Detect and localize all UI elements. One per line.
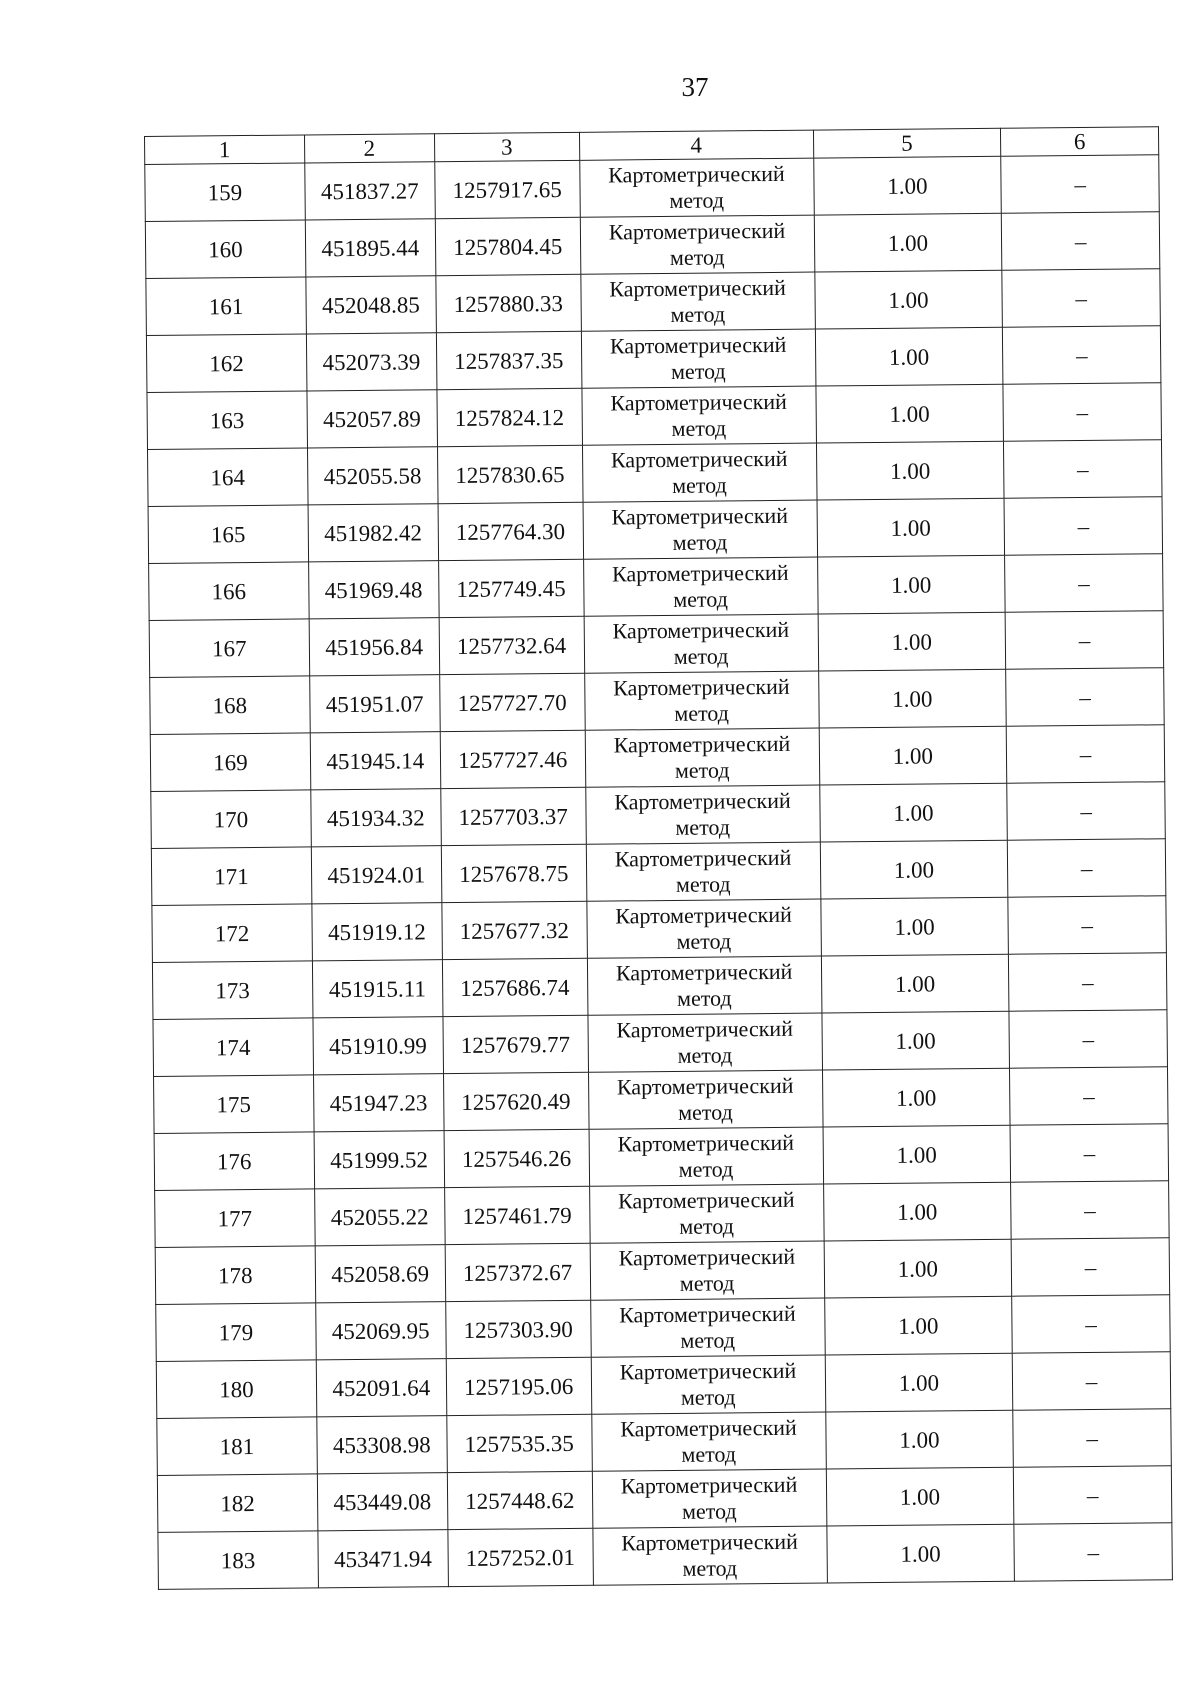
method-line-1: Картометрический — [608, 160, 785, 188]
x-coordinate-cell: 452055.22 — [314, 1188, 444, 1246]
note-cell: – — [1012, 1295, 1170, 1354]
point-number-cell: 180 — [156, 1360, 316, 1419]
y-coordinate-cell: 1257749.45 — [438, 559, 583, 617]
method-line-2: метод — [678, 1099, 733, 1125]
method-line-1: Картометрический — [615, 958, 793, 986]
accuracy-cell: 1.00 — [820, 840, 1008, 899]
note-cell: – — [1012, 1352, 1170, 1411]
method-line-2: метод — [673, 586, 728, 612]
method-line-1: Картометрический — [619, 1357, 797, 1385]
table-body — [145, 155, 1173, 1590]
table-row — [156, 1295, 1171, 1362]
method-line-1: Картометрический — [619, 1300, 796, 1328]
note-cell: – — [1006, 725, 1164, 784]
method-line-1: Картометрический — [616, 1015, 794, 1043]
method-cell — [585, 785, 819, 844]
x-coordinate-cell: 451919.12 — [312, 903, 442, 961]
method-line-2: метод — [675, 814, 731, 840]
accuracy-cell: 1.00 — [816, 441, 1004, 500]
x-coordinate-cell: 451895.44 — [305, 219, 435, 277]
method-line-1: Картометрический — [611, 502, 789, 530]
note-cell: – — [1003, 326, 1161, 385]
column-header: 6 — [1001, 127, 1159, 157]
table-row — [150, 725, 1165, 792]
method-cell — [591, 1355, 825, 1414]
accuracy-cell: 1.00 — [821, 1011, 1009, 1070]
method-line-1: Картометрический — [609, 331, 787, 359]
y-coordinate-cell: 1257837.35 — [436, 331, 581, 389]
method-line-1: Картометрический — [609, 274, 786, 302]
note-cell: – — [1010, 1124, 1168, 1183]
method-line-2: метод — [680, 1384, 736, 1410]
method-line-1: Картометрический — [608, 217, 786, 245]
method-line-2: метод — [671, 415, 727, 441]
note-cell: – — [1004, 440, 1162, 499]
method-line-2: метод — [682, 1555, 738, 1581]
y-coordinate-cell: 1257252.01 — [448, 1528, 593, 1586]
column-header: 2 — [304, 134, 434, 163]
point-number-cell: 165 — [148, 505, 308, 564]
y-coordinate-cell: 1257303.90 — [445, 1300, 590, 1358]
point-number-cell: 181 — [157, 1417, 317, 1476]
table-row — [147, 383, 1162, 450]
method-line-2: метод — [669, 244, 725, 270]
table-row — [158, 1523, 1173, 1590]
method-line-1: Картометрический — [618, 1243, 796, 1271]
method-cell — [583, 500, 817, 559]
x-coordinate-cell: 452055.58 — [307, 447, 437, 505]
method-line-2: метод — [672, 472, 727, 498]
point-number-cell: 166 — [149, 562, 309, 621]
method-cell — [582, 386, 816, 445]
method-line-2: метод — [680, 1327, 736, 1353]
point-number-cell: 159 — [145, 163, 305, 222]
method-cell — [593, 1526, 827, 1585]
point-number-cell: 167 — [149, 619, 309, 678]
method-cell — [584, 671, 818, 730]
method-line-2: метод — [673, 643, 729, 669]
method-line-1: Картометрический — [614, 787, 791, 815]
method-cell — [586, 899, 820, 958]
point-number-cell: 163 — [147, 391, 307, 450]
y-coordinate-cell: 1257703.37 — [440, 787, 585, 845]
point-number-cell: 179 — [156, 1303, 316, 1362]
accuracy-cell: 1.00 — [813, 156, 1001, 215]
x-coordinate-cell: 453449.08 — [317, 1473, 447, 1531]
point-number-cell: 169 — [150, 733, 310, 792]
point-number-cell: 182 — [157, 1474, 317, 1533]
x-coordinate-cell: 451951.07 — [309, 675, 439, 733]
x-coordinate-cell: 452073.39 — [306, 333, 436, 391]
accuracy-cell: 1.00 — [819, 726, 1007, 785]
point-number-cell: 175 — [154, 1075, 314, 1134]
accuracy-cell: 1.00 — [818, 612, 1006, 671]
y-coordinate-cell: 1257917.65 — [434, 160, 579, 218]
table-row — [157, 1466, 1172, 1533]
x-coordinate-cell: 452058.69 — [315, 1245, 445, 1303]
accuracy-cell: 1.00 — [815, 384, 1003, 443]
method-cell — [581, 329, 815, 388]
table-row — [146, 269, 1161, 336]
x-coordinate-cell: 451837.27 — [305, 162, 435, 220]
method-line-2: метод — [674, 700, 730, 726]
method-line-1: Картометрический — [616, 1072, 794, 1100]
method-line-2: метод — [670, 301, 726, 327]
column-header: 1 — [145, 135, 305, 165]
method-line-1: Картометрический — [613, 673, 790, 701]
accuracy-cell: 1.00 — [825, 1353, 1013, 1412]
x-coordinate-cell: 451982.42 — [308, 504, 438, 562]
accuracy-cell: 1.00 — [826, 1467, 1014, 1526]
method-line-2: метод — [669, 187, 725, 213]
accuracy-cell: 1.00 — [814, 270, 1002, 329]
method-cell — [589, 1127, 823, 1186]
accuracy-cell: 1.00 — [822, 1068, 1010, 1127]
method-line-2: метод — [679, 1270, 735, 1296]
y-coordinate-cell: 1257679.77 — [443, 1015, 588, 1073]
table-row — [152, 896, 1167, 963]
table-row — [154, 1067, 1169, 1134]
method-cell — [588, 1013, 822, 1072]
y-coordinate-cell: 1257195.06 — [446, 1357, 591, 1415]
point-number-cell: 183 — [158, 1531, 318, 1590]
note-cell: – — [1002, 269, 1160, 328]
point-number-cell: 176 — [154, 1132, 314, 1191]
y-coordinate-cell: 1257830.65 — [437, 445, 582, 503]
y-coordinate-cell: 1257372.67 — [445, 1243, 590, 1301]
accuracy-cell: 1.00 — [820, 897, 1008, 956]
point-number-cell: 171 — [151, 847, 311, 906]
method-cell — [580, 272, 814, 331]
y-coordinate-cell: 1257727.46 — [440, 730, 585, 788]
x-coordinate-cell: 451956.84 — [309, 618, 439, 676]
point-number-cell: 178 — [155, 1246, 315, 1305]
method-cell — [583, 557, 817, 616]
column-header: 5 — [813, 128, 1001, 158]
x-coordinate-cell: 451910.99 — [313, 1017, 443, 1075]
accuracy-cell: 1.00 — [824, 1239, 1012, 1298]
table-row — [146, 326, 1161, 393]
method-cell — [589, 1184, 823, 1243]
accuracy-cell: 1.00 — [825, 1410, 1013, 1469]
accuracy-cell: 1.00 — [817, 498, 1005, 557]
note-cell: – — [1014, 1466, 1172, 1525]
x-coordinate-cell: 453308.98 — [317, 1416, 447, 1474]
point-number-cell: 164 — [148, 448, 308, 507]
x-coordinate-cell: 452069.95 — [315, 1302, 445, 1360]
table-row — [151, 839, 1166, 906]
y-coordinate-cell: 1257880.33 — [436, 274, 581, 332]
method-line-1: Картометрический — [620, 1414, 797, 1442]
coordinates-table — [144, 126, 1173, 1590]
method-line-2: метод — [670, 358, 726, 384]
table-row — [157, 1409, 1172, 1476]
method-line-1: Картометрический — [614, 844, 792, 872]
method-cell — [590, 1241, 824, 1300]
y-coordinate-cell: 1257448.62 — [447, 1471, 592, 1529]
note-cell: – — [1010, 1067, 1168, 1126]
point-number-cell: 174 — [153, 1018, 313, 1077]
note-cell: – — [1006, 668, 1164, 727]
y-coordinate-cell: 1257686.74 — [442, 958, 587, 1016]
accuracy-cell: 1.00 — [817, 555, 1005, 614]
method-cell — [587, 956, 821, 1015]
method-line-2: метод — [677, 1042, 733, 1068]
x-coordinate-cell: 451945.14 — [310, 732, 440, 790]
table-row — [153, 1010, 1168, 1077]
y-coordinate-cell: 1257461.79 — [444, 1186, 589, 1244]
note-cell: – — [1009, 1010, 1167, 1069]
table-row — [150, 668, 1165, 735]
method-line-1: Картометрический — [617, 1186, 795, 1214]
point-number-cell: 177 — [155, 1189, 315, 1248]
method-line-2: метод — [679, 1213, 734, 1239]
method-line-2: метод — [675, 871, 731, 897]
note-cell: – — [1005, 611, 1163, 670]
table-row — [154, 1124, 1169, 1191]
x-coordinate-cell: 451934.32 — [311, 789, 441, 847]
method-cell — [590, 1298, 824, 1357]
note-cell: – — [1007, 782, 1165, 841]
x-coordinate-cell: 451924.01 — [311, 846, 441, 904]
y-coordinate-cell: 1257546.26 — [444, 1129, 589, 1187]
x-coordinate-cell: 451915.11 — [312, 960, 442, 1018]
x-coordinate-cell: 452057.89 — [307, 390, 437, 448]
note-cell: – — [1011, 1238, 1169, 1297]
x-coordinate-cell: 451999.52 — [314, 1131, 444, 1189]
table-row — [148, 440, 1163, 507]
note-cell: – — [1003, 383, 1161, 442]
note-cell: – — [1005, 554, 1163, 613]
method-line-1: Картометрический — [620, 1471, 798, 1499]
method-line-1: Картометрический — [611, 559, 789, 587]
y-coordinate-cell: 1257678.75 — [441, 844, 586, 902]
page-number: 37 — [681, 72, 709, 102]
method-line-2: метод — [676, 928, 732, 954]
y-coordinate-cell: 1257764.30 — [438, 502, 583, 560]
method-line-1: Картометрический — [617, 1129, 795, 1157]
x-coordinate-cell: 452048.85 — [306, 276, 436, 334]
method-line-2: метод — [676, 985, 732, 1011]
accuracy-cell: 1.00 — [826, 1524, 1014, 1583]
method-cell — [584, 614, 818, 673]
accuracy-cell: 1.00 — [819, 783, 1007, 842]
note-cell: – — [1001, 155, 1159, 214]
method-line-2: метод — [674, 757, 730, 783]
table-row — [149, 554, 1164, 621]
point-number-cell: 160 — [145, 220, 305, 279]
accuracy-cell: 1.00 — [823, 1182, 1011, 1241]
x-coordinate-cell: 453471.94 — [318, 1530, 448, 1588]
point-number-cell: 168 — [150, 676, 310, 735]
y-coordinate-cell: 1257535.35 — [447, 1414, 592, 1472]
column-header: 3 — [434, 132, 579, 161]
point-number-cell: 170 — [151, 790, 311, 849]
accuracy-cell: 1.00 — [821, 954, 1009, 1013]
y-coordinate-cell: 1257732.64 — [439, 616, 584, 674]
y-coordinate-cell: 1257620.49 — [443, 1072, 588, 1130]
method-cell — [579, 158, 813, 217]
accuracy-cell: 1.00 — [823, 1125, 1011, 1184]
method-cell — [580, 215, 814, 274]
method-line-1: Картометрический — [615, 901, 792, 929]
method-cell — [592, 1469, 826, 1528]
method-line-2: метод — [681, 1498, 737, 1524]
method-line-2: метод — [681, 1441, 737, 1467]
note-cell: – — [1014, 1523, 1172, 1582]
note-cell: – — [1002, 212, 1160, 271]
method-cell — [582, 443, 816, 502]
method-line-1: Картометрический — [612, 616, 790, 644]
table-row — [156, 1352, 1171, 1419]
method-line-1: Картометрический — [621, 1528, 798, 1556]
method-line-1: Картометрический — [613, 730, 791, 758]
y-coordinate-cell: 1257824.12 — [437, 388, 582, 446]
accuracy-cell: 1.00 — [824, 1296, 1012, 1355]
method-line-1: Картометрический — [610, 388, 788, 416]
x-coordinate-cell: 452091.64 — [316, 1359, 446, 1417]
point-number-cell: 161 — [146, 277, 306, 336]
table-row — [155, 1181, 1170, 1248]
method-cell — [588, 1070, 822, 1129]
point-number-cell: 162 — [146, 334, 306, 393]
point-number-cell: 172 — [152, 904, 312, 963]
method-cell — [591, 1412, 825, 1471]
note-cell: – — [1013, 1409, 1171, 1468]
point-number-cell: 173 — [152, 961, 312, 1020]
method-line-1: Картометрический — [610, 445, 788, 473]
table-row — [149, 611, 1164, 678]
table-row — [148, 497, 1163, 564]
table-row — [145, 212, 1160, 279]
note-cell: – — [1004, 497, 1162, 556]
method-line-2: метод — [678, 1156, 734, 1182]
table-row — [155, 1238, 1170, 1305]
note-cell: – — [1008, 896, 1166, 955]
note-cell: – — [1008, 839, 1166, 898]
table-row — [145, 155, 1160, 222]
note-cell: – — [1009, 953, 1167, 1012]
accuracy-cell: 1.00 — [818, 669, 1006, 728]
note-cell: – — [1011, 1181, 1169, 1240]
method-cell — [586, 842, 820, 901]
table-row — [151, 782, 1166, 849]
x-coordinate-cell: 451947.23 — [313, 1074, 443, 1132]
accuracy-cell: 1.00 — [814, 213, 1002, 272]
y-coordinate-cell: 1257804.45 — [435, 217, 580, 275]
method-cell — [585, 728, 819, 787]
y-coordinate-cell: 1257677.32 — [442, 901, 587, 959]
method-line-2: метод — [672, 529, 728, 555]
y-coordinate-cell: 1257727.70 — [439, 673, 584, 731]
column-header: 4 — [579, 130, 813, 160]
table-row — [152, 953, 1167, 1020]
accuracy-cell: 1.00 — [815, 327, 1003, 386]
x-coordinate-cell: 451969.48 — [308, 561, 438, 619]
